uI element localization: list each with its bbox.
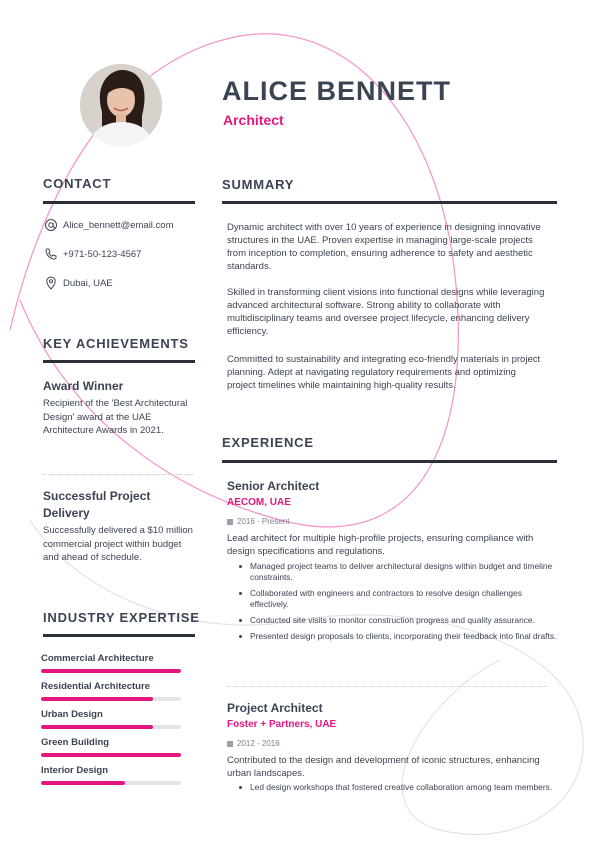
skill-item — [41, 653, 181, 673]
experience-heading: EXPERIENCE — [222, 435, 314, 450]
achievements-heading: KEY ACHIEVEMENTS — [43, 336, 189, 351]
job-bullet: Managed project teams to deliver architectural designs within budget and timeline constraints. — [236, 561, 558, 583]
job-company: Foster + Partners, UAE — [227, 719, 337, 730]
candidate-name: ALICE BENNETT — [222, 76, 451, 106]
skill-bar-fill — [41, 725, 153, 729]
achievement-divider — [43, 474, 193, 475]
contact-email-row — [44, 218, 174, 232]
job-bullets — [236, 782, 558, 798]
skill-bar — [41, 725, 181, 729]
skill-item — [41, 765, 181, 785]
skill-label: Interior Design — [41, 765, 109, 776]
calendar-icon — [227, 519, 233, 525]
contact-heading: CONTACT — [43, 176, 112, 191]
job-dates — [227, 517, 289, 526]
expertise-rule — [43, 634, 195, 637]
skill-item — [41, 681, 181, 701]
profile-photo — [80, 64, 162, 146]
job-bullet: Presented design proposals to clients, incorporating their feedback into final drafts. — [236, 631, 558, 642]
achievement-text: Recipient of the 'Best Architectural Design' award at the UAE Architecture Awards in 2021. — [43, 398, 188, 436]
candidate-role: Architect — [223, 112, 284, 128]
job-description: Contributed to the design and development of iconic structures, enhancing urban landscapes. — [227, 755, 540, 779]
skill-label: Residential Architecture — [41, 681, 150, 692]
summary-paragraph: Skilled in transforming client visions into functional designs while leveraging advanced architectural software. Strong ability to collaborate with multidisciplinary teams and oversee project lifecycle, enhancing delivery efficiency. — [227, 287, 545, 337]
summary-paragraph: Committed to sustainability and integrating eco-friendly materials in project planning. Adept at navigating regulatory requirements and optimizing project timelines while maintaining high-quality results. — [227, 354, 541, 391]
skill-bar-fill — [41, 781, 125, 785]
contact-phone-row — [44, 247, 141, 261]
location-pin-icon — [44, 276, 58, 290]
skill-label: Urban Design — [41, 709, 103, 720]
job-bullet: Conducted site visits to monitor construction progress and quality assurance. — [236, 615, 558, 626]
skill-bar — [41, 697, 181, 701]
skill-bar — [41, 669, 181, 673]
job-title: Senior Architect — [227, 479, 320, 493]
job-dates-text: 2016 - Present — [237, 517, 290, 526]
summary-heading: SUMMARY — [222, 177, 295, 192]
at-icon — [44, 218, 58, 232]
contact-location: Dubai, UAE — [63, 277, 113, 289]
skill-item — [41, 737, 181, 757]
job-company: AECOM, UAE — [227, 497, 291, 508]
job-description: Lead architect for multiple high-profile projects, ensuring compliance with design specifications and regulations. — [227, 533, 534, 557]
job-bullets — [236, 561, 558, 647]
skill-item — [41, 709, 181, 729]
job-dates — [227, 739, 280, 748]
calendar-icon — [227, 741, 233, 747]
skill-label: Green Building — [41, 737, 110, 748]
contact-rule — [43, 201, 195, 204]
skill-bar — [41, 781, 181, 785]
skill-bar — [41, 753, 181, 757]
job-dates-text: 2012 - 2016 — [237, 739, 280, 748]
expertise-heading: INDUSTRY EXPERTISE — [43, 610, 200, 625]
contact-email[interactable]: Alice_bennett@email.com — [63, 219, 174, 231]
achievements-rule — [43, 360, 195, 363]
job-bullet: Collaborated with engineers and contractors to resolve design challenges effectively. — [236, 588, 558, 610]
summary-paragraph: Dynamic architect with over 10 years of experience in designing innovative structures in the UAE. Proven expertise in managing large-scale projects from inception to completion, ensuring adherence to safety and aesthetic standards. — [227, 222, 541, 272]
achievement-text: Successfully delivered a $10 million commercial project within budget and ahead of schedule. — [43, 525, 193, 563]
skill-bar-fill — [41, 669, 181, 673]
summary-rule — [222, 201, 557, 204]
phone-icon — [44, 247, 58, 261]
skill-bar-fill — [41, 753, 181, 757]
contact-phone[interactable]: +971-50-123-4567 — [63, 248, 142, 260]
job-title: Project Architect — [227, 701, 323, 715]
contact-location-row — [44, 276, 113, 290]
achievement-title: Award Winner — [43, 379, 124, 393]
skill-label: Commercial Architecture — [41, 653, 154, 664]
achievement-title: Successful Project Delivery — [43, 489, 151, 520]
job-divider — [227, 686, 547, 687]
experience-rule — [222, 460, 557, 463]
skill-bar-fill — [41, 697, 153, 701]
job-bullet: Led design workshops that fostered creative collaboration among team members. — [236, 782, 558, 793]
